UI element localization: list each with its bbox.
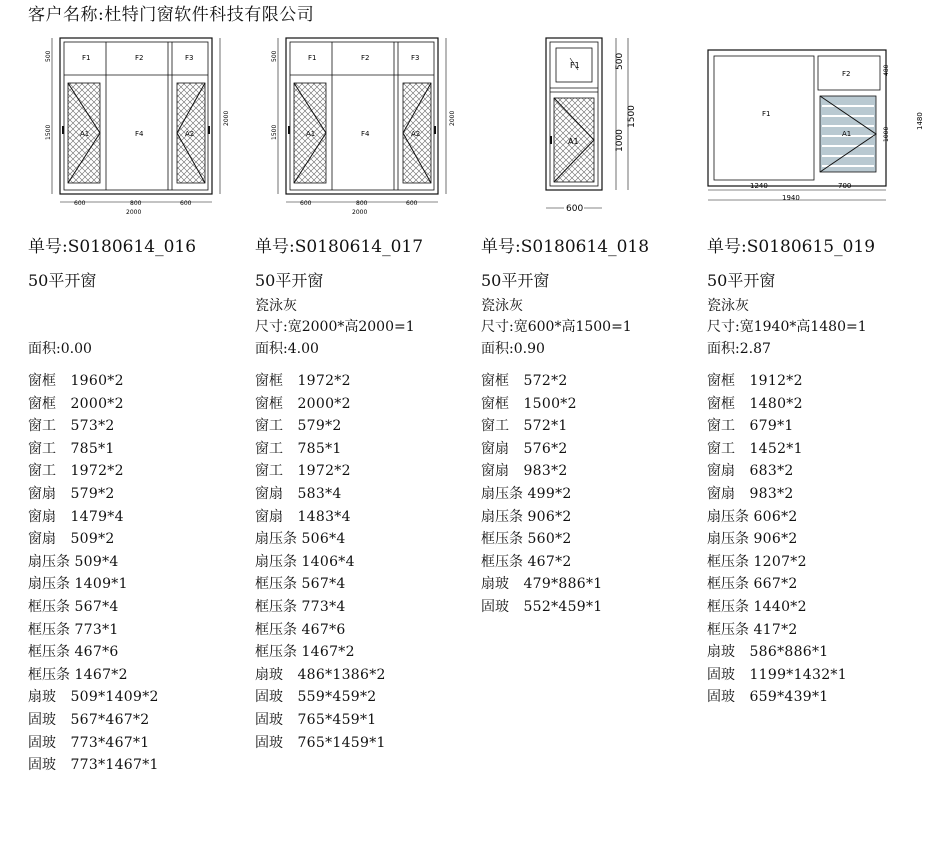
material-name: 窗扇 [255, 508, 283, 525]
material-value: 683*2 [749, 463, 794, 480]
dimension-label: 1000 [615, 129, 625, 152]
material-name: 扇玻 [255, 666, 283, 683]
material-value: 906*2 [753, 531, 798, 548]
list-item [707, 415, 875, 438]
material-name: 扇压条 [707, 531, 749, 548]
material-value: 509*1409*2 [70, 689, 159, 706]
material-value: 606*2 [753, 508, 798, 525]
material-list [707, 370, 875, 709]
area-text: 面积:0.90 [481, 341, 545, 357]
material-value: 1972*2 [70, 463, 124, 480]
dimension-label: 500 [615, 52, 625, 70]
area-text: 面积:0.00 [28, 341, 92, 357]
material-name: 框压条 [255, 598, 297, 615]
dimension-label: 2000 [449, 110, 456, 126]
material-value: 785*1 [297, 440, 342, 457]
material-name: 窗框 [255, 395, 283, 412]
dimension-label: 600 [566, 204, 584, 214]
material-value: 576*2 [523, 440, 568, 457]
material-name: 固玻 [707, 666, 735, 683]
material-name: 窗工 [255, 418, 283, 435]
material-name: 扇玻 [28, 689, 56, 706]
material-value: 765*1459*1 [297, 734, 386, 751]
material-value: 1452*1 [749, 440, 803, 457]
dimension-label: 800 [356, 200, 368, 207]
list-item [707, 664, 875, 687]
list-item [707, 619, 875, 642]
customer-name: 客户名称:杜特门窗软件科技有限公司 [28, 5, 315, 25]
list-item [255, 438, 423, 461]
material-value: 983*2 [523, 463, 568, 480]
color-text: 瓷泳灰 [255, 298, 297, 314]
dimension-label: 1000 [883, 126, 890, 142]
list-item [28, 528, 196, 551]
list-item [28, 393, 196, 416]
list-item [481, 438, 649, 461]
material-value: 1207*2 [753, 553, 807, 570]
dimension-label: 800 [130, 200, 142, 207]
material-list [481, 370, 649, 619]
product-series: 50平开窗 [28, 271, 97, 290]
material-name: 固玻 [481, 598, 509, 615]
list-item [255, 415, 423, 438]
list-item [707, 460, 875, 483]
material-name: 窗扇 [28, 508, 56, 525]
size-text: 尺寸:宽2000*高2000=1 [255, 319, 415, 335]
material-name: 框压条 [28, 644, 70, 661]
material-value: 1483*4 [297, 508, 351, 525]
material-value: 1500*2 [523, 395, 577, 412]
material-value: 506*4 [301, 531, 346, 548]
material-value: 479*886*1 [523, 576, 603, 593]
window-elevation-svg [266, 30, 466, 220]
material-value: 579*2 [297, 418, 342, 435]
material-name: 窗框 [28, 373, 56, 389]
material-name: 扇玻 [707, 644, 735, 661]
list-item [255, 460, 423, 483]
material-value: 467*2 [527, 553, 572, 570]
list-item [255, 709, 423, 732]
list-item [481, 596, 649, 619]
material-list [255, 370, 423, 754]
window-drawing-4 [700, 40, 930, 210]
window-drawing-1 [40, 30, 240, 220]
dimension-label: 1240 [750, 182, 768, 190]
panel-label: F1 [762, 110, 771, 118]
material-value: 567*467*2 [70, 711, 150, 728]
material-value: 2000*2 [70, 395, 124, 412]
material-value: 1912*2 [749, 373, 803, 389]
material-name: 窗扇 [28, 485, 56, 502]
material-name: 框压条 [707, 598, 749, 615]
material-value: 573*2 [70, 418, 115, 435]
list-item [481, 483, 649, 506]
list-item [481, 415, 649, 438]
material-value: 417*2 [753, 621, 798, 638]
material-name: 固玻 [255, 711, 283, 728]
list-item [481, 370, 649, 393]
size-text: 尺寸:宽600*高1500=1 [481, 319, 632, 335]
material-name: 窗框 [481, 395, 509, 412]
dimension-label: 1500 [627, 105, 637, 128]
material-name: 窗框 [28, 395, 56, 412]
material-name: 窗工 [707, 418, 735, 435]
list-item [28, 596, 196, 619]
material-value: 560*2 [527, 531, 572, 548]
window-drawing-2 [266, 30, 466, 220]
material-value: 773*1467*1 [70, 757, 159, 774]
list-item [481, 460, 649, 483]
list-item [707, 393, 875, 416]
window-elevation-svg [530, 28, 650, 218]
order-column-3 [481, 236, 649, 619]
material-name: 框压条 [28, 621, 70, 638]
material-name: 窗扇 [255, 485, 283, 502]
order-column-1 [28, 236, 196, 777]
panel-label: F3 [185, 54, 194, 62]
list-item [707, 506, 875, 529]
material-value: 467*6 [301, 621, 346, 638]
material-value: 667*2 [753, 576, 798, 593]
material-value: 552*459*1 [523, 598, 603, 615]
panel-label: F1 [570, 61, 580, 70]
material-name: 窗框 [481, 373, 509, 389]
material-value: 1467*2 [74, 666, 128, 683]
list-item [255, 551, 423, 574]
list-item [255, 664, 423, 687]
dimension-label: 600 [300, 200, 312, 207]
material-name: 固玻 [707, 689, 735, 706]
panel-label: A1 [80, 130, 90, 138]
color-text: 瓷泳灰 [707, 298, 749, 314]
material-value: 509*4 [74, 553, 119, 570]
material-name: 窗扇 [481, 463, 509, 480]
dimension-label: 500 [45, 50, 52, 62]
material-value: 559*459*2 [297, 689, 377, 706]
material-value: 679*1 [749, 418, 794, 435]
list-item [481, 393, 649, 416]
size-text: 尺寸:宽1940*高1480=1 [707, 319, 867, 335]
list-item [481, 506, 649, 529]
material-name: 框压条 [28, 598, 70, 615]
list-item [707, 528, 875, 551]
panel-label: F1 [308, 54, 317, 62]
material-value: 659*439*1 [749, 689, 829, 706]
panel-label: A1 [568, 137, 579, 146]
dimension-label: 1940 [782, 194, 800, 202]
material-name: 扇压条 [481, 485, 523, 502]
list-item [707, 370, 875, 393]
dimension-label: 1500 [45, 124, 52, 140]
material-value: 765*459*1 [297, 711, 377, 728]
dimension-label: 480 [883, 64, 890, 76]
material-name: 框压条 [707, 621, 749, 638]
panel-label: A2 [185, 130, 195, 138]
material-value: 2000*2 [297, 395, 351, 412]
window-elevation-svg [40, 30, 240, 220]
material-name: 窗框 [255, 373, 283, 389]
list-item [28, 664, 196, 687]
panel-label: F3 [411, 54, 420, 62]
list-item [28, 573, 196, 596]
list-item [707, 641, 875, 664]
material-name: 窗工 [28, 418, 56, 435]
list-item [255, 573, 423, 596]
list-item [255, 641, 423, 664]
material-value: 572*2 [523, 373, 568, 389]
material-name: 窗框 [707, 373, 735, 389]
window-drawing-3 [530, 28, 650, 218]
material-name: 窗工 [255, 440, 283, 457]
panel-label: F4 [361, 130, 370, 138]
list-item [255, 506, 423, 529]
material-name: 窗扇 [481, 440, 509, 457]
panel-label: A2 [411, 130, 421, 138]
list-item [255, 483, 423, 506]
list-item [255, 370, 423, 393]
dimension-label: 1480 [916, 112, 924, 130]
area-text: 面积:4.00 [255, 341, 319, 357]
material-value: 499*2 [527, 485, 572, 502]
material-name: 窗扇 [707, 463, 735, 480]
dimension-label: 1500 [271, 124, 278, 140]
dimension-label: 2000 [352, 209, 368, 216]
product-series: 50平开窗 [255, 271, 324, 290]
material-name: 固玻 [28, 757, 56, 774]
material-value: 586*886*1 [749, 644, 829, 661]
material-name: 扇压条 [28, 576, 70, 593]
list-item [28, 709, 196, 732]
order-number: 单号:S0180614_018 [481, 237, 650, 257]
material-name: 窗工 [255, 463, 283, 480]
material-name: 框压条 [28, 666, 70, 683]
dimension-label: 600 [74, 200, 86, 207]
material-value: 572*1 [523, 418, 568, 435]
order-number: 单号:S0180614_017 [255, 237, 424, 257]
list-item [707, 573, 875, 596]
material-name: 窗工 [28, 440, 56, 457]
material-name: 扇玻 [481, 576, 509, 593]
list-item [255, 619, 423, 642]
dimension-label: 500 [271, 50, 278, 62]
material-value: 773*4 [301, 598, 346, 615]
list-item [707, 438, 875, 461]
material-name: 框压条 [707, 553, 749, 570]
list-item [28, 754, 196, 777]
order-number: 单号:S0180614_016 [28, 237, 197, 257]
material-value: 1480*2 [749, 395, 803, 412]
list-item [481, 528, 649, 551]
material-value: 906*2 [527, 508, 572, 525]
material-value: 486*1386*2 [297, 666, 386, 683]
panel-label: F1 [82, 54, 91, 62]
list-item [255, 596, 423, 619]
material-name: 框压条 [255, 621, 297, 638]
material-name: 窗工 [28, 463, 56, 480]
list-item [28, 415, 196, 438]
list-item [28, 438, 196, 461]
panel-label: F2 [361, 54, 370, 62]
window-elevation-svg [700, 40, 930, 210]
list-item [255, 732, 423, 755]
material-value: 983*2 [749, 485, 794, 502]
material-name: 框压条 [255, 576, 297, 593]
list-item [707, 483, 875, 506]
material-value: 1972*2 [297, 463, 351, 480]
material-value: 567*4 [74, 598, 119, 615]
material-name: 框压条 [707, 576, 749, 593]
panel-label: F2 [135, 54, 144, 62]
list-item [707, 596, 875, 619]
list-item [28, 483, 196, 506]
order-column-4 [707, 236, 875, 709]
panel-label: A1 [842, 130, 852, 138]
list-item [707, 551, 875, 574]
material-name: 窗框 [707, 395, 735, 412]
list-item [255, 528, 423, 551]
material-name: 窗扇 [28, 531, 56, 548]
order-column-2 [255, 236, 423, 754]
list-item [28, 460, 196, 483]
material-name: 固玻 [255, 689, 283, 706]
area-text: 面积:2.87 [707, 341, 771, 357]
list-item [28, 506, 196, 529]
material-value: 583*4 [297, 485, 342, 502]
material-name: 窗工 [481, 418, 509, 435]
material-name: 固玻 [28, 711, 56, 728]
material-value: 1406*4 [301, 553, 355, 570]
material-value: 567*4 [301, 576, 346, 593]
list-item [481, 551, 649, 574]
material-value: 1479*4 [70, 508, 124, 525]
panel-label: F4 [135, 130, 144, 138]
material-value: 1409*1 [74, 576, 128, 593]
dimension-label: 600 [406, 200, 418, 207]
list-item [28, 370, 196, 393]
list-item [255, 686, 423, 709]
material-value: 1960*2 [70, 373, 124, 389]
panel-label: F2 [842, 70, 851, 78]
product-series: 50平开窗 [481, 271, 550, 290]
panel-label: A1 [306, 130, 316, 138]
material-name: 窗工 [707, 440, 735, 457]
material-name: 框压条 [255, 644, 297, 661]
material-name: 扇压条 [28, 553, 70, 570]
list-item [28, 641, 196, 664]
material-value: 773*1 [74, 621, 119, 638]
material-value: 1972*2 [297, 373, 351, 389]
color-text: 瓷泳灰 [481, 298, 523, 314]
material-name: 框压条 [481, 553, 523, 570]
material-value: 1440*2 [753, 598, 807, 615]
material-name: 扇压条 [255, 531, 297, 548]
material-name: 固玻 [255, 734, 283, 751]
dimension-label: 2000 [223, 110, 230, 126]
material-value: 509*2 [70, 531, 115, 548]
material-value: 1199*1432*1 [749, 666, 847, 683]
material-name: 扇压条 [481, 508, 523, 525]
material-name: 扇压条 [707, 508, 749, 525]
dimension-label: 700 [838, 182, 852, 190]
material-value: 579*2 [70, 485, 115, 502]
dimension-label: 2000 [126, 209, 142, 216]
list-item [28, 686, 196, 709]
material-name: 框压条 [481, 531, 523, 548]
list-item [28, 619, 196, 642]
material-list [28, 370, 196, 777]
material-value: 773*467*1 [70, 734, 150, 751]
product-series: 50平开窗 [707, 271, 776, 290]
material-name: 扇压条 [255, 553, 297, 570]
order-number: 单号:S0180615_019 [707, 237, 876, 257]
list-item [255, 393, 423, 416]
material-value: 467*6 [74, 644, 119, 661]
dimension-label: 600 [180, 200, 192, 207]
list-item [481, 573, 649, 596]
list-item [28, 551, 196, 574]
material-value: 1467*2 [301, 644, 355, 661]
material-value: 785*1 [70, 440, 115, 457]
list-item [707, 686, 875, 709]
list-item [28, 732, 196, 755]
material-name: 窗扇 [707, 485, 735, 502]
material-name: 固玻 [28, 734, 56, 751]
